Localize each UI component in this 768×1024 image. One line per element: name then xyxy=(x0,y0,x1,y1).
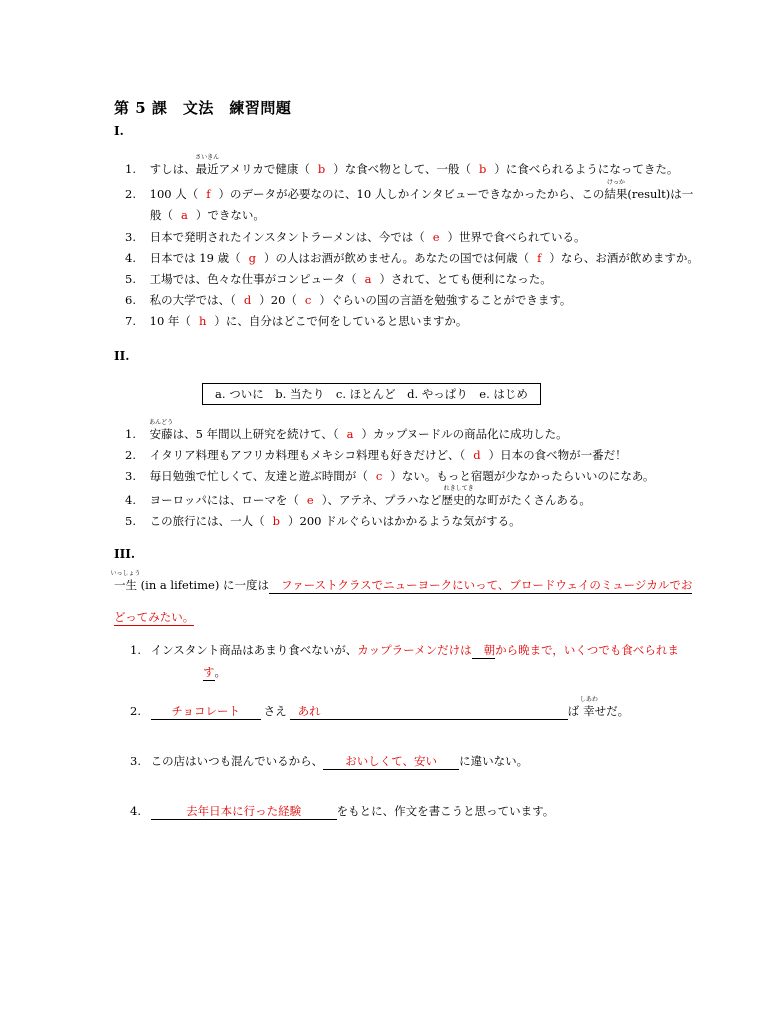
s1-item-7 xyxy=(125,313,467,329)
item-text: この店はいつも混んでいるから、 xyxy=(150,754,324,768)
item-text: な町がたくさんある。 xyxy=(475,493,591,507)
item-text: (in a lifetime) に一度は xyxy=(137,578,269,592)
s2-item-4 xyxy=(125,485,591,508)
ruby-reading: しあわ xyxy=(579,696,598,703)
answer: b xyxy=(479,162,487,176)
item-text: この旅行には、一人（ xyxy=(149,514,265,528)
ruby-reading: れきしてき xyxy=(443,485,474,492)
ruby-reading: あんどう xyxy=(149,419,174,426)
answer: d xyxy=(243,293,252,307)
item-text: ）のデータが必要なのに、10 人しかインタビューできなかったから、この xyxy=(218,187,605,201)
item-text: ）、アテネ、プラハなど xyxy=(321,493,442,507)
answer-line xyxy=(290,703,568,720)
answer: b xyxy=(317,162,326,176)
s2-item-5 xyxy=(125,513,521,529)
item-number: 3. xyxy=(125,230,136,244)
answer: す xyxy=(203,665,215,679)
item-text: 般（ xyxy=(150,208,173,222)
item-text: ）ない。もっと宿題が少なかったらいいのになあ。 xyxy=(390,469,655,483)
item-text: ）されて、とても便利になった。 xyxy=(379,272,552,286)
item-number: 4. xyxy=(125,493,136,507)
item-text: 。 xyxy=(214,665,226,679)
answer-line xyxy=(151,803,337,820)
s3-item-2 xyxy=(130,696,630,720)
item-text: をもとに、作文を書こうと思っています。 xyxy=(336,804,555,818)
item-text: ）なら、お酒が飲めますか。 xyxy=(549,251,699,265)
ruby-reading: いっしょう xyxy=(110,570,141,577)
section-2-label: II. xyxy=(114,349,130,363)
item-text: 工場では、色々な仕事がコンピュータ（ xyxy=(149,272,357,286)
item-number: 2. xyxy=(125,448,136,462)
s3-item-3 xyxy=(130,753,528,770)
answer: どってみたい。 xyxy=(114,610,195,624)
answer: から晩まで，いくつでも食べられま xyxy=(495,643,679,657)
item-text: アメリカで健康（ xyxy=(218,162,310,176)
item-number: 5. xyxy=(125,272,136,286)
item-text: ヨーロッパには、ローマを（ xyxy=(149,493,299,507)
answer: f xyxy=(206,187,211,201)
item-text: ば xyxy=(567,704,580,718)
ruby-base: 最近 xyxy=(195,162,219,176)
s3-item-1-line2 xyxy=(203,664,226,681)
item-number: 1. xyxy=(125,162,136,176)
answer: e xyxy=(432,230,440,244)
answer-line xyxy=(323,753,459,770)
item-text: ）世界で食べられている。 xyxy=(447,230,586,244)
answer: e xyxy=(306,493,314,507)
answer: a xyxy=(346,427,354,441)
ruby-word xyxy=(149,419,174,442)
item-text: せだ。 xyxy=(594,704,630,718)
ruby-reading: さいきん xyxy=(195,154,220,161)
item-number: 3. xyxy=(125,469,136,483)
item-number: 1. xyxy=(130,643,141,657)
ruby-base: 歴史的 xyxy=(441,493,476,507)
item-text: ）20（ xyxy=(259,293,297,307)
s2-item-2 xyxy=(125,447,627,463)
item-text: ）日本の食べ物が一番だ！ xyxy=(488,448,627,462)
s3-intro-line1 xyxy=(110,570,693,594)
choice-box: a. ついに b. 当たり c. ほとんど d. やっぱり e. はじめ xyxy=(202,383,541,405)
item-text: 日本で発明されたインスタントラーメンは、今では（ xyxy=(149,230,425,244)
item-number: 7. xyxy=(125,314,136,328)
item-number: 4. xyxy=(130,804,141,818)
item-number: 4. xyxy=(125,251,136,265)
ruby-word xyxy=(110,570,141,593)
s2-item-1 xyxy=(125,419,568,442)
item-number: 6. xyxy=(125,293,136,307)
item-text: ）ぐらいの国の言語を勉強することができます。 xyxy=(319,293,572,307)
answer: c xyxy=(304,293,312,307)
item-text: 日本では 19 歳（ xyxy=(149,251,241,265)
ruby-base: 結果 xyxy=(604,187,628,201)
s3-item-4 xyxy=(130,803,554,820)
answer: カップラーメンだけは xyxy=(357,643,472,657)
ruby-base: 一生 xyxy=(114,578,137,592)
answer: b xyxy=(272,514,281,528)
item-text: は、5 年間以上研究を続けて、（ xyxy=(172,427,339,441)
item-text: (result)は一 xyxy=(627,187,694,201)
s3-item-1 xyxy=(130,642,679,659)
answer: おいしくて、安い xyxy=(345,754,438,768)
s1-item-4 xyxy=(125,250,699,266)
answer: c xyxy=(375,469,383,483)
s1-item-2-line2 xyxy=(150,207,265,223)
item-text: ）カップヌードルの商品化に成功した。 xyxy=(361,427,568,441)
item-text: 100 人（ xyxy=(149,187,199,201)
answer: g xyxy=(248,251,256,265)
item-text: ）に、自分はどこで何をしていると思いますか。 xyxy=(214,314,468,328)
item-text: ）に食べられるようになってきた。 xyxy=(494,162,679,176)
ruby-base: 幸 xyxy=(583,704,595,718)
answer: ファーストクラスでニューヨークにいって、ブロードウェイのミュージカルでお xyxy=(280,578,693,592)
ruby-word xyxy=(441,485,476,508)
page-title: 第 5 課 文法 練習問題 xyxy=(114,99,292,117)
answer: a xyxy=(364,272,372,286)
s1-item-2 xyxy=(125,179,694,202)
s2-item-3 xyxy=(125,468,654,484)
item-text: 10 年（ xyxy=(149,314,191,328)
item-text: ）できない。 xyxy=(195,208,265,222)
item-number: 1. xyxy=(125,427,136,441)
item-text: さえ xyxy=(263,704,287,718)
item-number: 2. xyxy=(130,704,141,718)
ruby-base: 安藤 xyxy=(149,427,173,441)
s1-item-6 xyxy=(125,292,571,308)
answer-line xyxy=(151,703,261,720)
item-text: ）200 ドルぐらいはかかるような気がする。 xyxy=(288,514,521,528)
item-number: 5. xyxy=(125,514,136,528)
s3-intro-line2 xyxy=(114,609,194,626)
ruby-word xyxy=(604,179,628,202)
ruby-word xyxy=(195,154,220,177)
item-text: 毎日勉強で忙しくて、友達と遊ぶ時間が（ xyxy=(149,469,368,483)
item-text: すしは、 xyxy=(149,162,196,176)
item-text: インスタント商品はあまり食べないが、 xyxy=(150,643,358,657)
answer: d xyxy=(473,448,481,462)
answer-line xyxy=(269,577,692,594)
answer: チョコレート xyxy=(171,704,240,718)
ruby-word xyxy=(579,696,598,719)
item-text: に違いない。 xyxy=(459,754,529,768)
answer: 朝 xyxy=(472,642,496,659)
s1-item-5 xyxy=(125,271,552,287)
item-text: ）の人はお酒が飲めません。あなたの国では何歳（ xyxy=(263,251,530,265)
section-3-label: III. xyxy=(114,547,136,561)
section-1-label: I. xyxy=(114,124,124,138)
answer: f xyxy=(537,251,542,265)
answer: 去年日本に行った経験 xyxy=(186,804,302,818)
item-text: ）な食べ物として、一般（ xyxy=(333,162,471,176)
item-text: イタリア料理もアフリカ料理もメキシコ料理も好きだけど、（ xyxy=(149,448,466,462)
ruby-reading: けっか xyxy=(606,179,625,186)
s1-item-1 xyxy=(125,154,679,177)
answer: a xyxy=(181,208,188,222)
answer: あれ xyxy=(297,704,321,718)
item-number: 3. xyxy=(130,754,141,768)
answer: h xyxy=(198,314,207,328)
s1-item-3 xyxy=(125,229,586,245)
item-number: 2. xyxy=(125,187,136,201)
item-text: 私の大学では、（ xyxy=(149,293,236,307)
